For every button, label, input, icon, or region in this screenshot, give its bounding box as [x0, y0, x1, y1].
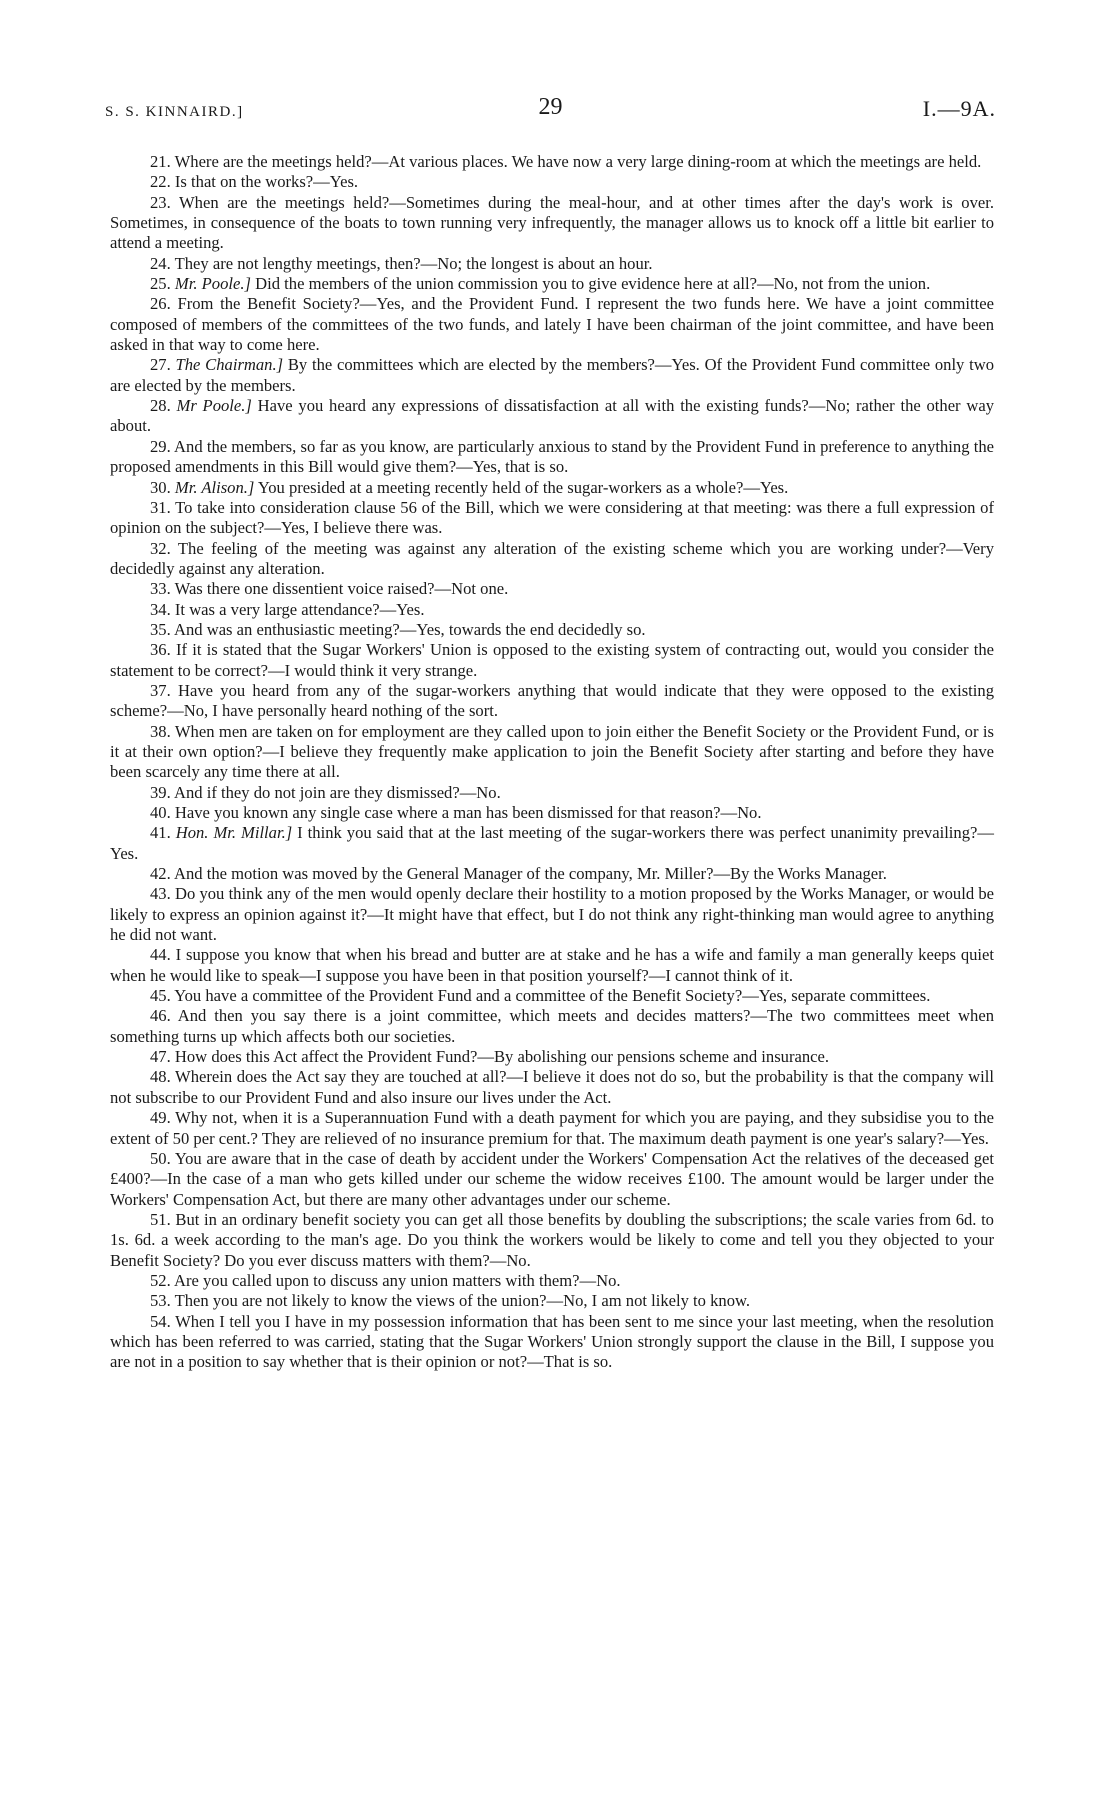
- question-number: 31.: [150, 497, 171, 517]
- question-number: 43.: [150, 884, 171, 904]
- question-answer-paragraph: [110, 172, 994, 192]
- question-answer-paragraph: [110, 254, 994, 274]
- question-number: 32.: [150, 538, 171, 558]
- paragraph-text: You presided at a meeting recently held of the sugar-workers as a whole?—Yes.: [257, 477, 789, 497]
- paragraph-text: From the Benefit Society?—Yes, and the Provident Fund. I represent the two funds here. We have a joint committee composed of members of the committees of the two funds, and lately I have been chairman of the joint committee, and have been asked in that way to come here.: [110, 294, 994, 355]
- paragraph-text: But in an ordinary benefit society you can get all those benefits by doubling the subscriptions; the scale varies from 6d. to 1s. 6d. a week according to the man's age. Do you think the workers would be likely to come and tell you they objected to your Benefit Society? Do you ever discuss matters with them?—No.: [110, 1209, 994, 1270]
- paragraph-text: I suppose you know that when his bread and butter are at stake and he has a wife and family a man generally keeps quiet when he would like to speak—I suppose you have been in that position yourself?—I cannot think of it.: [110, 945, 995, 985]
- question-answer-paragraph: [110, 620, 994, 640]
- evidence-body: [110, 152, 994, 1373]
- paragraph-text: By the committees which are elected by the members?—Yes. Of the Provident Fund committee only two are elected by the members.: [110, 355, 994, 395]
- question-answer-paragraph: [110, 498, 994, 539]
- question-answer-paragraph: [110, 1067, 994, 1108]
- question-answer-paragraph: [110, 600, 994, 620]
- question-number: 26.: [150, 294, 171, 314]
- paragraph-text: They are not lengthy meetings, then?—No; the longest is about an hour.: [174, 253, 653, 273]
- question-number: 27.: [150, 355, 171, 375]
- speaker-name: Mr. Alison.]: [174, 477, 255, 497]
- question-number: 41.: [150, 823, 171, 843]
- paragraph-text: How does this Act affect the Provident Fund?—By abolishing our pensions scheme and insurance.: [174, 1047, 830, 1067]
- question-number: 51.: [150, 1209, 171, 1229]
- question-number: 53.: [150, 1291, 171, 1311]
- paragraph-text: Did the members of the union commission you to give evidence here at all?—No, not from the union.: [255, 274, 931, 294]
- paragraph-text: It was a very large attendance?—Yes.: [174, 599, 425, 619]
- question-answer-paragraph: [110, 294, 994, 355]
- paragraph-text: Where are the meetings held?—At various places. We have now a very large dining-room at which the meetings are held.: [174, 152, 982, 171]
- paragraph-text: I think you said that at the last meeting of the sugar-workers there was perfect unanimity prevailing?—Yes.: [110, 823, 994, 863]
- question-number: 49.: [150, 1108, 171, 1128]
- question-answer-paragraph: [110, 437, 994, 478]
- question-answer-paragraph: [110, 1271, 994, 1291]
- paragraph-text: When are the meetings held?—Sometimes during the meal-hour, and at other times after the day's work is over. Sometimes, in consequence of the boats to town running very infrequently, the manager allows us to knock off a little bit earlier to attend a meeting.: [110, 192, 994, 253]
- question-number: 42.: [150, 864, 171, 884]
- paragraph-text: When men are taken on for employment are they called upon to join either the Benefit Society or the Provident Fund, or is it at their own option?—I believe they frequently make application to join the Benefit Society after starting and before they have been scarcely any time there at all.: [110, 721, 994, 782]
- question-answer-paragraph: [110, 986, 994, 1006]
- speaker-name: Mr. Poole.]: [174, 274, 251, 294]
- question-number: 36.: [150, 640, 171, 660]
- paragraph-text: You have a committee of the Provident Fund and a committee of the Benefit Society?—Yes, separate committees.: [174, 986, 931, 1006]
- question-number: 21.: [150, 152, 171, 171]
- paragraph-text: Was there one dissentient voice raised?—Not one.: [174, 579, 509, 599]
- question-number: 23.: [150, 192, 171, 212]
- paragraph-text: When I tell you I have in my possession information that has been sent to me since your last meeting, when the resolution which has been referred to was carried, stating that the Sugar Workers' Union strongly support the clause in the Bill, I suppose you are not in a position to say whether that is their opinion or not?—That is so.: [110, 1311, 994, 1372]
- question-answer-paragraph: [110, 396, 994, 437]
- paragraph-text: Then you are not likely to know the views of the union?—No, I am not likely to know.: [174, 1291, 751, 1311]
- speaker-name: Mr Poole.]: [176, 396, 252, 416]
- question-number: 25.: [150, 274, 171, 294]
- question-answer-paragraph: [110, 274, 994, 294]
- paragraph-text: And then you say there is a joint committee, which meets and decides matters?—The two committees meet when something turns up which affects both our societies.: [110, 1006, 994, 1046]
- question-number: 28.: [150, 396, 171, 416]
- paragraph-text: To take into consideration clause 56 of the Bill, which we were considering at that meeting: was there a full expression of opinion on the subject?—Yes, I believe there was.: [110, 497, 994, 538]
- question-answer-paragraph: [110, 579, 994, 599]
- paragraph-text: Are you called upon to discuss any union matters with them?—No.: [173, 1270, 621, 1290]
- paragraph-text: Have you known any single case where a man has been dismissed for that reason?—No.: [174, 803, 762, 822]
- question-number: 38.: [150, 721, 171, 741]
- question-answer-paragraph: [110, 1210, 994, 1271]
- question-number: 47.: [150, 1047, 171, 1067]
- question-answer-paragraph: [110, 152, 994, 172]
- question-answer-paragraph: [110, 945, 994, 986]
- paragraph-text: Have you heard from any of the sugar-workers anything that would indicate that they were opposed to the existing scheme?—No, I have personally heard nothing of the sort.: [110, 680, 994, 721]
- paragraph-text: Is that on the works?—Yes.: [174, 172, 359, 192]
- question-number: 34.: [150, 599, 171, 619]
- question-answer-paragraph: [110, 640, 994, 681]
- speaker-name: The Chairman.]: [175, 355, 284, 375]
- question-answer-paragraph: [110, 1149, 994, 1210]
- question-number: 54.: [150, 1311, 171, 1331]
- question-number: 37.: [150, 680, 171, 700]
- question-answer-paragraph: [110, 1291, 994, 1311]
- question-answer-paragraph: [110, 1108, 994, 1149]
- question-answer-paragraph: [110, 823, 994, 864]
- question-number: 40.: [150, 803, 171, 822]
- paragraph-text: The feeling of the meeting was against any alteration of the existing scheme which you are working under?—Very decidedly against any alteration.: [110, 538, 994, 578]
- question-number: 44.: [150, 945, 171, 965]
- question-number: 45.: [150, 986, 171, 1006]
- question-answer-paragraph: [110, 539, 994, 580]
- witness-name: S. S. KINNAIRD.]: [105, 104, 244, 120]
- question-number: 39.: [150, 782, 171, 802]
- paragraph-text: And was an enthusiastic meeting?—Yes, towards the end decidedly so.: [173, 619, 646, 639]
- paper-reference: I.—9A.: [922, 96, 996, 121]
- question-answer-paragraph: [110, 193, 994, 254]
- question-number: 52.: [150, 1270, 171, 1290]
- question-answer-paragraph: [110, 355, 994, 396]
- question-number: 33.: [150, 579, 171, 599]
- question-answer-paragraph: [110, 884, 994, 945]
- question-answer-paragraph: [110, 1312, 994, 1373]
- paragraph-text: Wherein does the Act say they are touched at all?—I believe it does not do so, but the probability is that the company will not subscribe to our Provident Fund and also insure our lives under the Act.: [110, 1067, 994, 1107]
- question-number: 29.: [150, 436, 171, 456]
- question-answer-paragraph: [110, 722, 994, 783]
- question-number: 50.: [150, 1148, 171, 1168]
- question-answer-paragraph: [110, 783, 994, 803]
- question-number: 46.: [150, 1006, 171, 1026]
- question-answer-paragraph: [110, 478, 994, 498]
- question-answer-paragraph: [110, 864, 994, 884]
- paragraph-text: And the members, so far as you know, are particularly anxious to stand by the Provident Fund in preference to anything the proposed amendments in this Bill would give them?—Yes, that is so.: [110, 436, 994, 477]
- paragraph-text: You are aware that in the case of death by accident under the Workers' Compensation Act the relatives of the deceased get £400?—In the case of a man who gets killed under our scheme the widow receives £100. The amount would be larger under the Workers' Compensation Act, but there are many other advantages under our scheme.: [110, 1148, 994, 1209]
- paragraph-text: Why not, when it is a Superannuation Fund with a death payment for which you are paying, and they subsidise you to the extent of 50 per cent.? They are relieved of no insurance premium for that. The maximum death payment is one year's salary?—Yes.: [110, 1108, 994, 1148]
- paragraph-text: Do you think any of the men would openly declare their hostility to a motion proposed by the Works Manager, or would be likely to express an opinion against it?—It might have that effect, but I do not think any right-thinking man would agree to anything he did not want.: [110, 884, 994, 945]
- page-number: 29: [538, 94, 563, 120]
- paragraph-text: And the motion was moved by the General Manager of the company, Mr. Miller?—By the Works Manager.: [173, 864, 887, 884]
- paragraph-text: If it is stated that the Sugar Workers' Union is opposed to the existing system of contracting out, would you consider the statement to be correct?—I would think it very strange.: [110, 640, 994, 680]
- question-number: 30.: [150, 477, 171, 497]
- question-number: 48.: [150, 1067, 171, 1087]
- paragraph-text: Have you heard any expressions of dissatisfaction at all with the existing funds?—No; rather the other way about.: [110, 396, 994, 436]
- question-answer-paragraph: [110, 1006, 994, 1047]
- page-header: [105, 94, 996, 128]
- question-answer-paragraph: [110, 1047, 994, 1067]
- question-answer-paragraph: [110, 681, 994, 722]
- question-answer-paragraph: [110, 803, 994, 823]
- question-number: 35.: [150, 619, 171, 639]
- speaker-name: Hon. Mr. Millar.]: [175, 823, 293, 843]
- paragraph-text: And if they do not join are they dismissed?—No.: [173, 782, 501, 802]
- question-number: 24.: [150, 253, 171, 273]
- question-number: 22.: [150, 172, 171, 192]
